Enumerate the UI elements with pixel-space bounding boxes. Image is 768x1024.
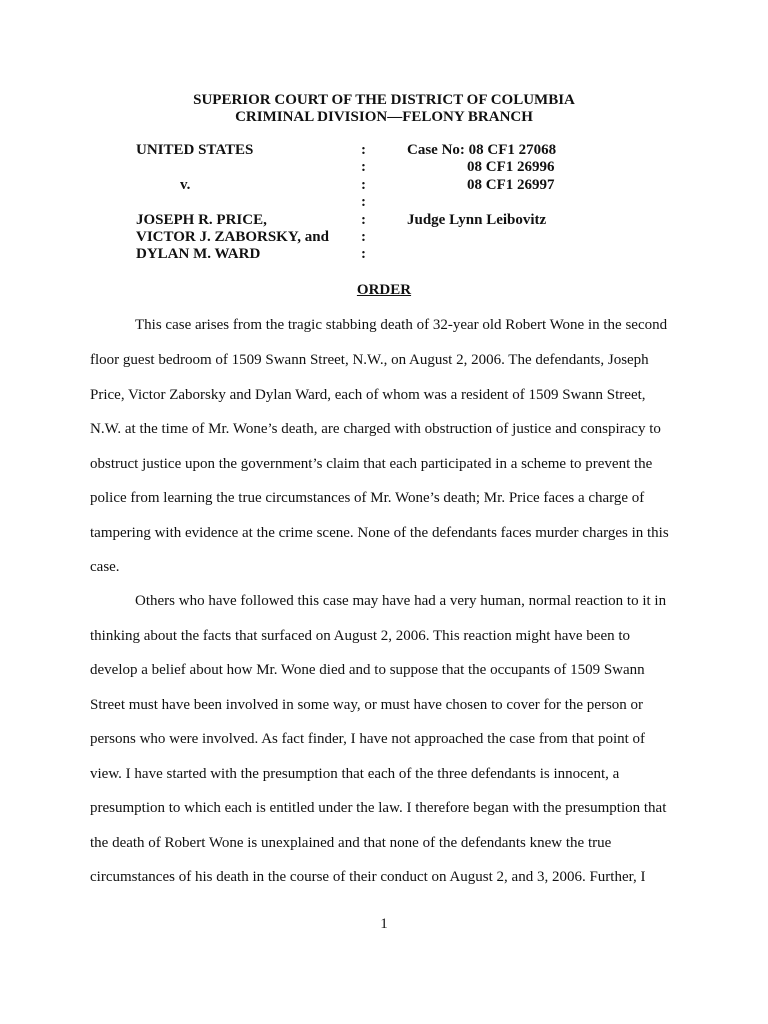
- body-line: This case arises from the tragic stabbing death of 32-year old Robert Wone in the second: [135, 317, 668, 333]
- case-number: 08 CF1 26997: [467, 177, 555, 193]
- body-line: N.W. at the time of Mr. Wone’s death, are charged with obstruction of justice and conspiracy to: [90, 421, 661, 437]
- body-line: persons who were involved. As fact finder, I have not approached the case from that point of: [90, 731, 646, 747]
- body-line: presumption to which each is entitled under the law. I therefore began with the presumption that: [90, 800, 667, 816]
- court-name: SUPERIOR COURT OF THE DISTRICT OF COLUMBIA: [193, 92, 575, 108]
- caption-colon: :: [361, 142, 366, 158]
- page-number: 1: [380, 916, 388, 932]
- body-line: thinking about the facts that surfaced on August 2, 2006. This reaction might have been to: [90, 628, 631, 644]
- case-number-label: Case No: 08 CF1 27068: [407, 142, 557, 158]
- case-number: 08 CF1 26996: [467, 159, 555, 175]
- body-line: tampering with evidence at the crime scene. None of the defendants faces murder charges in this: [90, 525, 669, 541]
- body-line: the death of Robert Wone is unexplained and that none of the defendants knew the true: [90, 835, 612, 851]
- body-line: case.: [90, 559, 120, 575]
- caption-colon: :: [361, 177, 366, 193]
- caption-party-united-states: UNITED STATES: [136, 142, 254, 158]
- caption-defendant-ward: DYLAN M. WARD: [136, 246, 261, 262]
- body-line: develop a belief about how Mr. Wone died and to suppose that the occupants of 1509 Swann: [90, 662, 645, 678]
- caption-colon: :: [361, 246, 366, 262]
- caption-defendant-price: JOSEPH R. PRICE,: [136, 212, 267, 228]
- body-line: circumstances of his death in the course of their conduct on August 2, and 3, 2006. Further, I: [90, 869, 646, 885]
- caption-colon: :: [361, 194, 366, 210]
- caption-colon: :: [361, 229, 366, 245]
- caption-colon: :: [361, 159, 366, 175]
- body-line: police from learning the true circumstances of Mr. Wone’s death; Mr. Price faces a charge of: [90, 490, 645, 506]
- division-name: CRIMINAL DIVISION—FELONY BRANCH: [235, 109, 533, 125]
- caption-versus: v.: [180, 177, 191, 193]
- caption-defendant-zaborsky: VICTOR J. ZABORSKY, and: [136, 229, 329, 245]
- body-line: obstruct justice upon the government’s claim that each participated in a scheme to prevent the: [90, 456, 653, 472]
- body-line: Others who have followed this case may have had a very human, normal reaction to it in: [135, 593, 667, 609]
- body-line: floor guest bedroom of 1509 Swann Street, N.W., on August 2, 2006. The defendants, Joseph: [90, 352, 649, 368]
- body-line: view. I have started with the presumption that each of the three defendants is innocent, a: [90, 766, 620, 782]
- caption-colon: :: [361, 212, 366, 228]
- judge-name: Judge Lynn Leibovitz: [407, 212, 547, 228]
- body-line: Price, Victor Zaborsky and Dylan Ward, each of whom was a resident of 1509 Swann Street,: [90, 387, 646, 403]
- order-title: ORDER: [356, 282, 412, 298]
- body-line: Street must have been involved in some way, or must have chosen to cover for the person or: [90, 697, 644, 713]
